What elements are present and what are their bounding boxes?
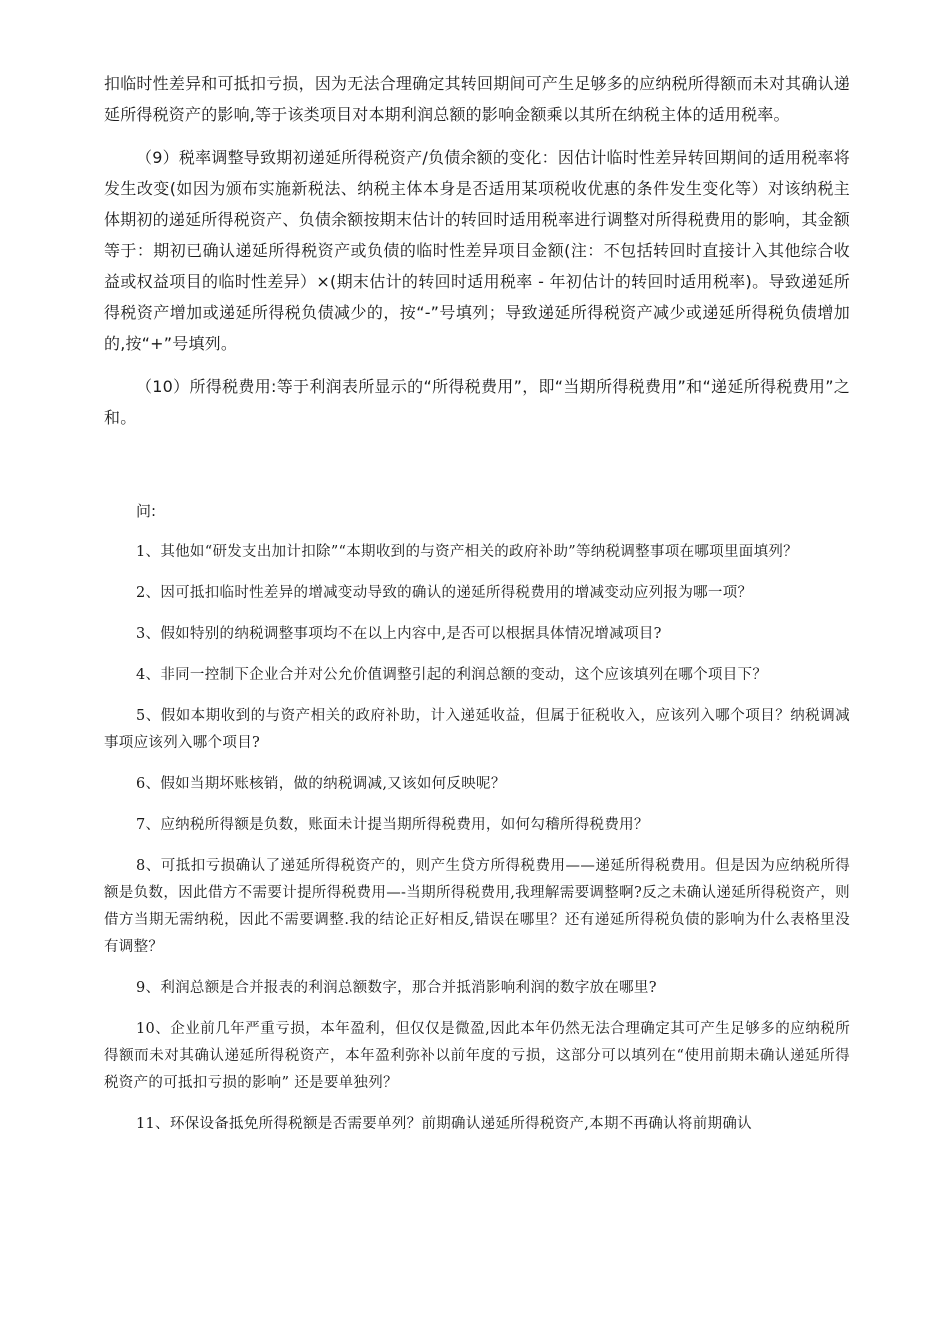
- question-item: 1、其他如“研发支出加计扣除”“本期收到的与资产相关的政府补助”等纳税调整事项在哪项里面填列？: [136, 544, 798, 560]
- question-item: 3、假如特别的纳税调整事项均不在以上内容中,是否可以根据具体情况增减项目?: [136, 626, 662, 642]
- question-item: 5、假如本期收到的与资产相关的政府补助，计入递延收益，但属于征税收入，应该列入哪个项目？纳税调减事项应该列入哪个项目?: [104, 708, 850, 751]
- question-item: 8、可抵扣亏损确认了递延所得税资产的，则产生贷方所得税费用——递延所得税费用。但是因为应纳税所得额是负数，因此借方不需要计提所得税费用—-当期所得税费用,我理解需要调整啊?反之未确认递延所得税资产，则借方当期无需纳税，因此不需要调整.我的结论正好相反,错误在哪里？还有递延所得税负债的影响为什么表格里没有调整？: [104, 858, 850, 955]
- intro-paragraph-10: （10）所得税费用:等于利润表所显示的“所得税费用”，即“当期所得税费用”和“递延所得税费用”之和。: [104, 377, 850, 427]
- question-item: 7、应纳税所得额是负数，账面未计提当期所得税费用，如何勾稽所得税费用？: [136, 817, 649, 833]
- question-item: 11、环保设备抵免所得税额是否需要单列？前期确认递延所得税资产,本期不再确认将前期确认: [136, 1116, 752, 1132]
- intro-paragraph-continued: 扣临时性差异和可抵扣亏损，因为无法合理确定其转回期间可产生足够多的应纳税所得额而未对其确认递延所得税资产的影响,等于该类项目对本期利润总额的影响金额乘以其所在纳税主体的适用税率。: [104, 74, 850, 124]
- question-item: 9、利润总额是合并报表的利润总额数字，那合并抵消影响利润的数字放在哪里?: [136, 980, 657, 996]
- intro-paragraph-9: （9）税率调整导致期初递延所得税资产/负债余额的变化：因估计临时性差异转回期间的适用税率将发生改变(如因为颁布实施新税法、纳税主体本身是否适用某项税收优惠的条件发生变化等）对该纳税主体期初的递延所得税资产、负债余额按期末估计的转回时适用税率进行调整对所得税费用的影响，其金额等于：期初已确认递延所得税资产或负债的临时性差异项目金额(注：不包括转回时直接计入其他综合收益或权益项目的临时性差异）×(期末估计的转回时适用税率 - 年初估计的转回时适用税率)。导致递延所得税资产增加或递延所得税负债减少的，按“-”号填列；导致递延所得税资产减少或递延所得税负债增加的,按“+”号填列。: [104, 148, 850, 353]
- question-item: 4、非同一控制下企业合并对公允价值调整引起的利润总额的变动，这个应该填列在哪个项目下？: [136, 667, 768, 683]
- question-item: 6、假如当期坏账核销，做的纳税调减,又该如何反映呢？: [136, 776, 506, 792]
- question-item: 10、企业前几年严重亏损，本年盈利，但仅仅是微盈,因此本年仍然无法合理确定其可产生足够多的应纳税所得额而未对其确认递延所得税资产，本年盈利弥补以前年度的亏损，这部分可以填列在“使用前期未确认递延所得税资产的可抵扣亏损的影响” 还是要单独列？: [104, 1021, 850, 1091]
- question-item: 2、因可抵扣临时性差异的增减变动导致的确认的递延所得税费用的增减变动应列报为哪一项？: [136, 585, 753, 601]
- questions-list: [104, 539, 850, 1138]
- questions-heading: 问:: [136, 502, 157, 520]
